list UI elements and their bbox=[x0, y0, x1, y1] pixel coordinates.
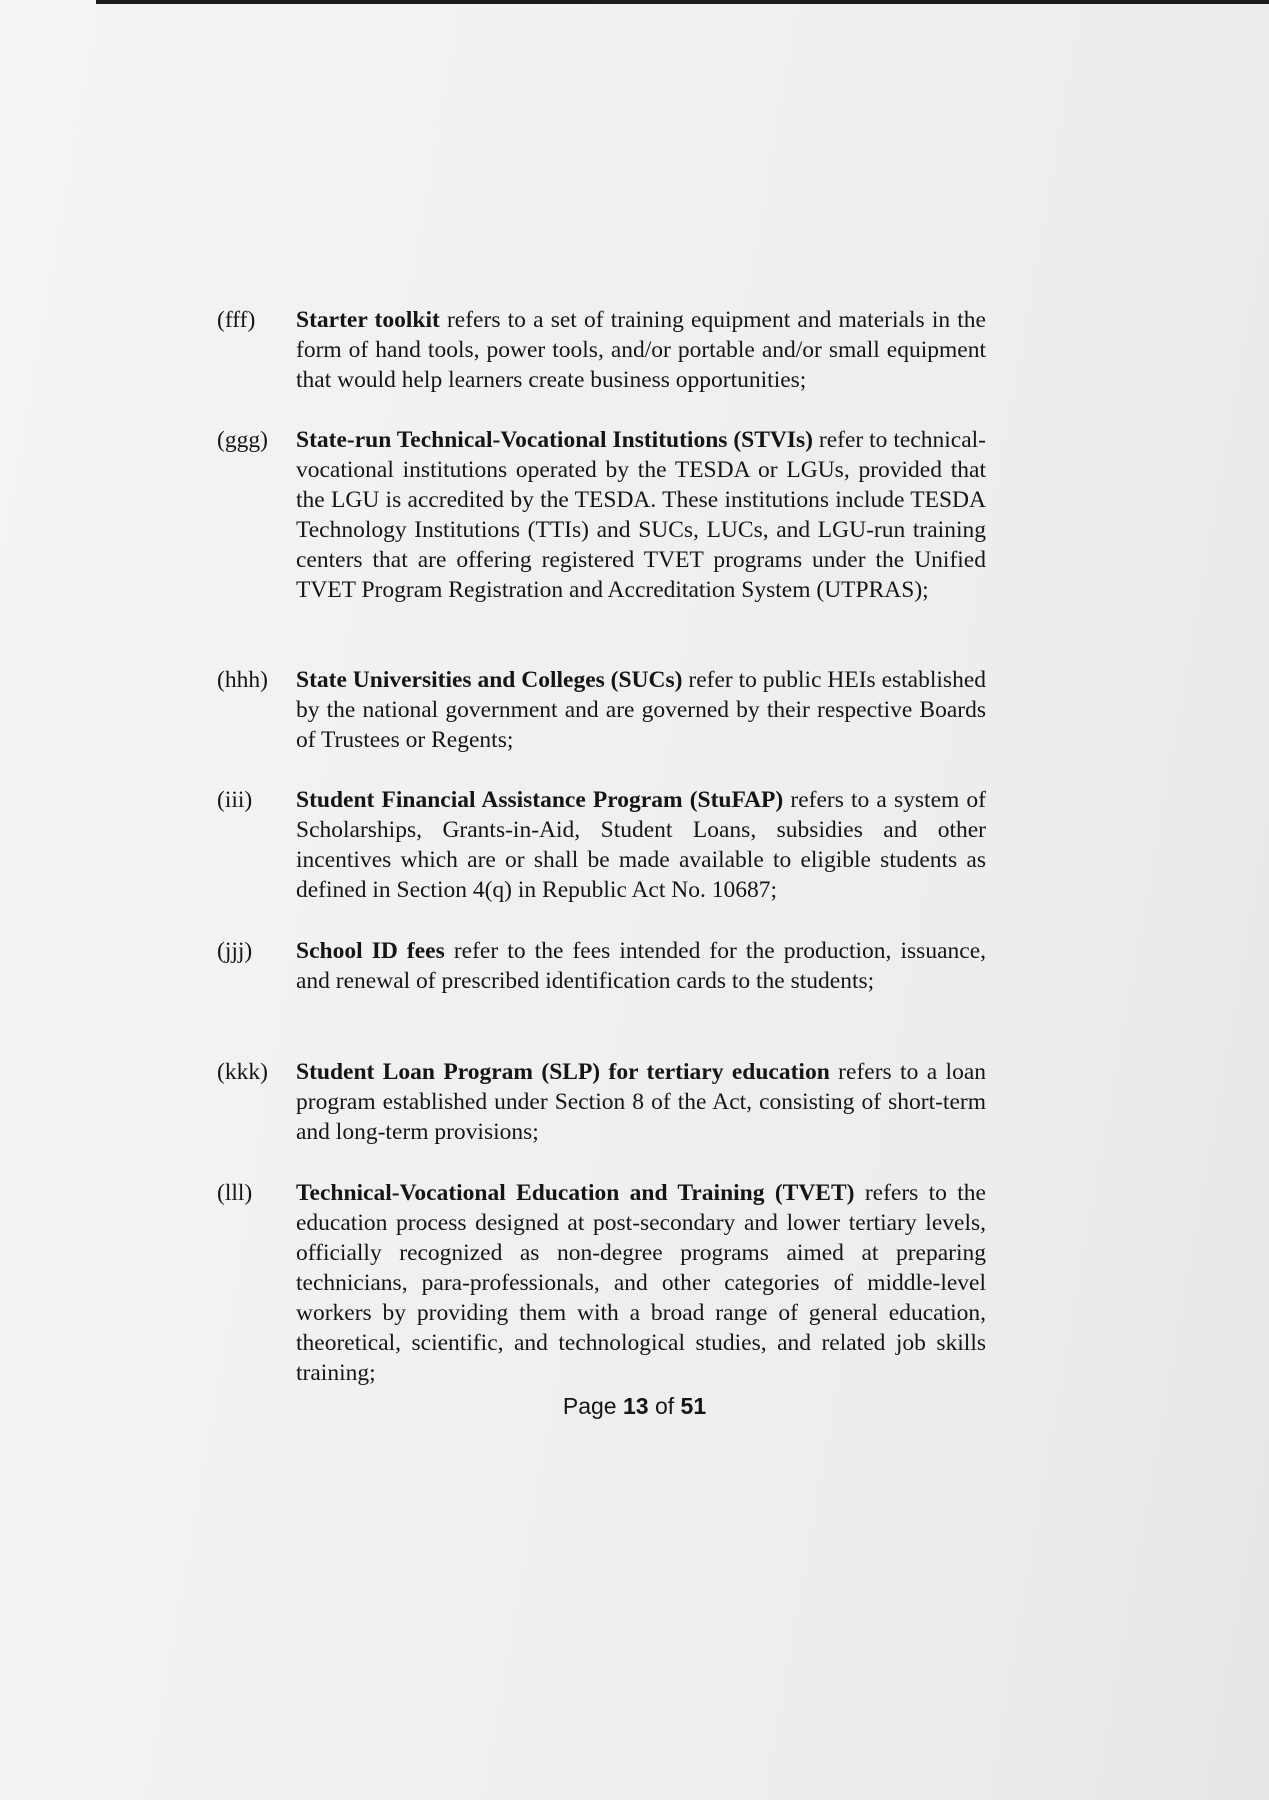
item-term: State-run Technical-Vocational Institutions (STVIs) bbox=[296, 427, 813, 453]
item-term: State Universities and Colleges (SUCs) bbox=[296, 667, 683, 693]
item-text: refers to a loan program established under Section 8 of the Act, consisting of short-term and long-term provisions; bbox=[296, 1059, 987, 1145]
item-term: Technical-Vocational Education and Training (TVET) bbox=[296, 1180, 855, 1206]
item-body bbox=[296, 305, 986, 395]
item-label: (jjj) bbox=[217, 938, 253, 964]
item-label: (iii) bbox=[217, 787, 253, 813]
item-term: Starter toolkit bbox=[296, 307, 440, 333]
item-term: School ID fees bbox=[296, 938, 445, 964]
item-label: (ggg) bbox=[217, 427, 268, 453]
item-body bbox=[296, 936, 986, 996]
item-label: (lll) bbox=[217, 1180, 253, 1206]
page-footer bbox=[0, 1391, 1269, 1421]
item-text: refer to public HEIs established by the national government and are governed by their respective Boards of Trustees or Regents; bbox=[296, 667, 986, 753]
item-label: (kkk) bbox=[217, 1059, 268, 1085]
item-body bbox=[296, 1057, 986, 1147]
item-text: refers to the education process designed at post-secondary and lower tertiary levels, officially recognized as non-degree programs aimed at preparing technicians, para-professionals, and other categories of middle-level workers by providing them with a broad range of general education, theoretical, scientific, and technological studies, and related job skills training; bbox=[296, 1180, 986, 1386]
item-label: (fff) bbox=[217, 307, 256, 333]
footer-middle: of bbox=[648, 1393, 681, 1419]
item-body bbox=[296, 425, 986, 605]
item-text: refers to a system of Scholarships, Grants-in-Aid, Student Loans, subsidies and other incentives which are or shall be made available to eligible students as defined in Section 4(q) in Republic Act No. 10687; bbox=[296, 787, 986, 903]
item-body bbox=[296, 665, 986, 755]
footer-prefix: Page bbox=[562, 1393, 623, 1419]
item-label: (hhh) bbox=[217, 667, 268, 693]
item-text: refers to a set of training equipment and materials in the form of hand tools, power tools, and/or portable and/or small equipment that would help learners create business opportunities; bbox=[296, 307, 986, 393]
total-pages: 51 bbox=[680, 1393, 707, 1419]
item-body bbox=[296, 785, 986, 905]
item-term: Student Financial Assistance Program (StuFAP) bbox=[296, 787, 784, 813]
item-text: refer to technical-vocational institutions operated by the TESDA or LGUs, provided that the LGU is accredited by the TESDA. These institutions include TESDA Technology Institutions (TTIs) and SUCs, LUCs, and LGU-run training centers that are offering registered TVET programs under the Unified TVET Program Registration and Accreditation System (UTPRAS); bbox=[296, 427, 986, 603]
item-term: Student Loan Program (SLP) for tertiary education bbox=[296, 1059, 830, 1085]
scan-top-edge bbox=[96, 0, 1269, 4]
item-body bbox=[296, 1178, 986, 1388]
page-number: 13 bbox=[622, 1393, 649, 1419]
item-text: refer to the fees intended for the production, issuance, and renewal of prescribed identification cards to the students; bbox=[296, 938, 986, 994]
